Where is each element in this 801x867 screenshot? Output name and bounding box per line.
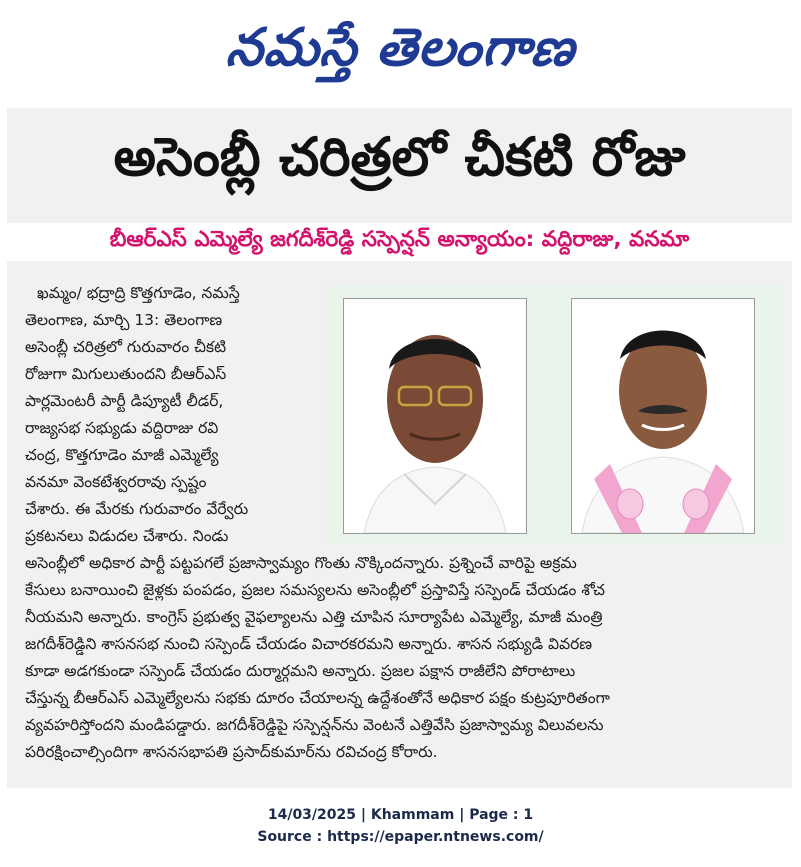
body-line: రోజుగా మిగులుతుందని బీఆర్ఎస్ — [25, 365, 227, 383]
body-line: పరిరక్షించాల్సిందిగా శాసనసభాపతి ప్రసాద్‌కుమార్‌ను రవిచంద్ర కోరారు. — [25, 743, 438, 761]
body-line: జగదీశ్‌రెడ్డిని శాసనసభ నుంచి సస్పెండ్ చేయడం విచారకరమని అన్నారు. శాసన సభ్యుడి వివరణ — [25, 635, 593, 653]
body-line: అసెంబ్లీ చరిత్రలో గురువారం చీకటి — [25, 338, 227, 356]
body-line: అసెంబ్లీలో అధికార పార్టీ పట్టపగలే ప్రజాస్వామ్యం గొంతు నొక్కిందన్నారు. ప్రశ్నించే వారిపై అక్రమ — [25, 554, 577, 572]
body-line: ప్రకటనలు విడుదల చేశారు. నిండు — [25, 527, 229, 545]
page-footer — [0, 804, 801, 848]
body-line: కూడా అడగకుండా సస్పెండ్ చేయడం దుర్మార్గమని అన్నారు. ప్రజల పక్షాన రాజీలేని పోరాటాలు — [25, 662, 576, 680]
footer-source-link[interactable]: Source : https://epaper.ntnews.com/ — [257, 829, 544, 845]
body-line: రాజ్యసభ సభ్యుడు వద్దిరాజు రవి — [25, 419, 219, 437]
body-line: వనమా వెంకటేశ్వరరావు స్పష్టం — [25, 473, 207, 491]
masthead — [0, 0, 801, 108]
body-line: చేశారు. ఈ మేరకు గురువారం వేర్వేరు — [25, 500, 249, 518]
body-line: కేసులు బనాయించి జైళ్లకు పంపడం, ప్రజల సమస్యలను అసెంబ్లీలో ప్రస్తావిస్తే సస్పెండ్ చేయడం శోచ — [25, 581, 605, 599]
body-line: చేస్తున్న బీఆర్ఎస్ ఎమ్మెల్యేలను సభకు దూరం చేయాలన్న ఉద్దేశంతోనే అధికార పక్షం కుట్రపూరితంగా — [25, 689, 610, 707]
footer-edition-info: 14/03/2025 | Khammam | Page : 1 — [267, 807, 534, 823]
body-line: చంద్ర, కొత్తగూడెం మాజీ ఎమ్మెల్యే — [25, 446, 219, 464]
body-line: తెలంగాణ, మార్చి 13: తెలంగాణ — [25, 311, 223, 329]
body-line: నీయమని అన్నారు. కాంగ్రెస్ ప్రభుత్వ వైఫల్యాలను ఎత్తి చూపిన సూర్యాపేట ఎమ్మెల్యే, మాజీ మంత్రి — [25, 608, 603, 626]
article-subheadline: బీఆర్ఎస్ ఎమ్మెల్యే జగదీశ్‌రెడ్డి సస్పెన్షన్ అన్యాయం: వద్దిరాజు, వనమా — [7, 223, 792, 261]
body-line: వ్యవహరిస్తోందని మండిపడ్డారు. జగదీశ్‌రెడ్డిపై సస్పెన్షన్‌ను వెంటనే ఎత్తివేసి ప్రజాస్వామ్య విలువలను — [25, 716, 604, 734]
body-line: ఖమ్మం/ భద్రాద్రి కొత్తగూడెం, నమస్తే — [37, 284, 240, 302]
article-headline: అసెంబ్లీ చరిత్రలో చీకటి రోజు — [113, 127, 686, 188]
body-line: పార్లమెంటరీ పార్టీ డిప్యూటీ లీడర్, — [25, 392, 224, 410]
news-clipping — [7, 108, 792, 788]
article-body — [25, 280, 610, 766]
newspaper-logo: నమస్తే తెలంగాణ — [224, 17, 578, 78]
